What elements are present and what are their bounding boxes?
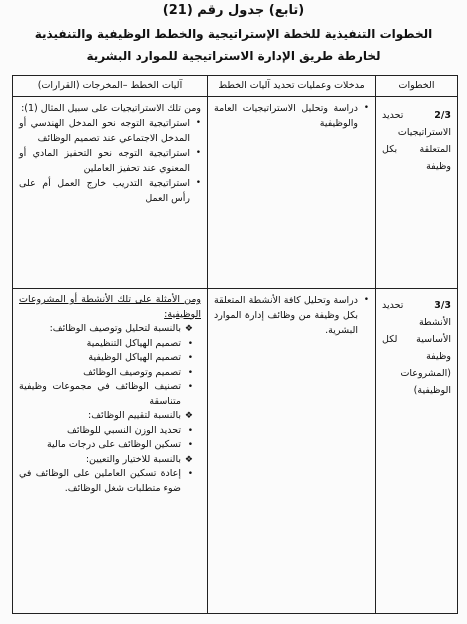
group-title: ❖ بالنسبة للاختيار والتعيين: — [85, 453, 193, 465]
header-steps: الخطوات — [376, 76, 458, 97]
output-intro: ومن الأمثلة على تلك الأنشطة أو المشروعات الوظيفية: — [19, 294, 201, 320]
list-item-text: تصنيف الوظائف في مجموعات وظيفية متناسقة — [19, 381, 181, 407]
list-item-text: استراتيجية التدريب خارج العمل أم على رأس العمل — [19, 178, 190, 204]
group-title-text: بالنسبة لتحليل وتوصيف الوظائف: — [49, 323, 181, 334]
list-item: • دراسة وتحليل الاستراتيجيات العامة والوظيفية — [214, 103, 369, 129]
list-item: • تحديد الوزن النسبي للوظائف — [67, 424, 193, 436]
list-item-text: استراتيجية التوجه نحو المدخل الهندسي أو المدخل الاجتماعي عند تصميم الوظائف — [19, 118, 190, 144]
document-subtitle: لخارطة طريق الإدارة الاستراتيجية للموارد البشرية — [86, 49, 381, 63]
list-item: • استراتيجية التوجه نحو التحفيز المادي أو المعنوي عند تحفيز العاملين — [19, 148, 201, 174]
list-item-text: تصميم الهياكل التنظيمية — [86, 337, 181, 349]
output-intro: ومن تلك الاستراتيجيات على سبيل المثال (1): — [21, 103, 201, 114]
group-title: ❖ بالنسبة لتحليل وتوصيف الوظائف: — [49, 323, 193, 334]
step-cell — [376, 289, 458, 614]
step-text: تحديد الأنشطة الأساسية لكل وظيفة (المشروعات الوظيفية) — [382, 300, 451, 396]
list-item-text: تصميم الهياكل الوظيفية — [88, 352, 181, 363]
list-item-text: استراتيجية التوجه نحو التحفيز المادي أو المعنوي عند تحفيز العاملين — [19, 148, 190, 174]
list-item: • تصنيف الوظائف في مجموعات وظيفية متناسقة — [19, 381, 193, 407]
process-text: دراسة وتحليل كافة الأنشطة المتعلقة بكل وظيفة من وظائف إدارة الموارد البشرية. — [214, 295, 358, 336]
list-item: • استراتيجية التوجه نحو المدخل الهندسي أو المدخل الاجتماعي عند تصميم الوظائف — [19, 118, 201, 144]
table-row — [13, 289, 458, 614]
list-item: • دراسة وتحليل كافة الأنشطة المتعلقة بكل وظيفة من وظائف إدارة الموارد البشرية. — [214, 295, 369, 336]
step-number: 3/3 — [434, 300, 451, 311]
steps-table — [12, 75, 458, 614]
process-text: دراسة وتحليل الاستراتيجيات العامة والوظيفية — [214, 103, 358, 129]
group-title-text: بالنسبة لتقييم الوظائف: — [88, 410, 181, 421]
output-cell — [13, 289, 208, 614]
header-inputs: مدخلات وعمليات تحديد آليات الخطط — [208, 76, 376, 97]
list-item: • تصميم الهياكل التنظيمية — [86, 337, 193, 349]
step-cell — [376, 97, 458, 289]
list-item-text: تصميم وتوصيف الوظائف — [83, 366, 181, 378]
header-outputs: آليات الخطط –المخرجات (القرارات) — [13, 76, 208, 97]
list-item: • تسكين الوظائف على درجات مالية — [46, 439, 193, 450]
document-title: الخطوات التنفيذية للخطة الإستراتيجية والخطط الوظيفية والتنفيذية — [34, 27, 433, 41]
table-header-row — [13, 76, 458, 97]
group-title-text: بالنسبة للاختيار والتعيين: — [85, 453, 181, 465]
list-item-text: تسكين الوظائف على درجات مالية — [46, 439, 181, 450]
list-item: • إعادة تسكين العاملين على الوظائف في ضوء متطلبات شغل الوظائف. — [19, 468, 193, 494]
step-number: 2/3 — [434, 110, 451, 121]
table-row — [13, 97, 458, 289]
step-text: تحديد الاستراتيجيات المتعلقة بكل وظيفة — [382, 110, 451, 172]
process-cell — [208, 289, 376, 614]
list-item: • تصميم الهياكل الوظيفية — [88, 352, 193, 363]
list-item-text: تحديد الوزن النسبي للوظائف — [67, 424, 181, 436]
table-caption: (تابع) جدول رقم (21) — [162, 3, 305, 18]
output-cell — [13, 97, 208, 289]
group-title: ❖ بالنسبة لتقييم الوظائف: — [88, 410, 193, 421]
list-item-text: إعادة تسكين العاملين على الوظائف في ضوء متطلبات شغل الوظائف. — [19, 468, 181, 494]
list-item: • استراتيجية التدريب خارج العمل أم على رأس العمل — [19, 178, 201, 204]
process-cell — [208, 97, 376, 289]
list-item: • تصميم وتوصيف الوظائف — [83, 366, 193, 378]
